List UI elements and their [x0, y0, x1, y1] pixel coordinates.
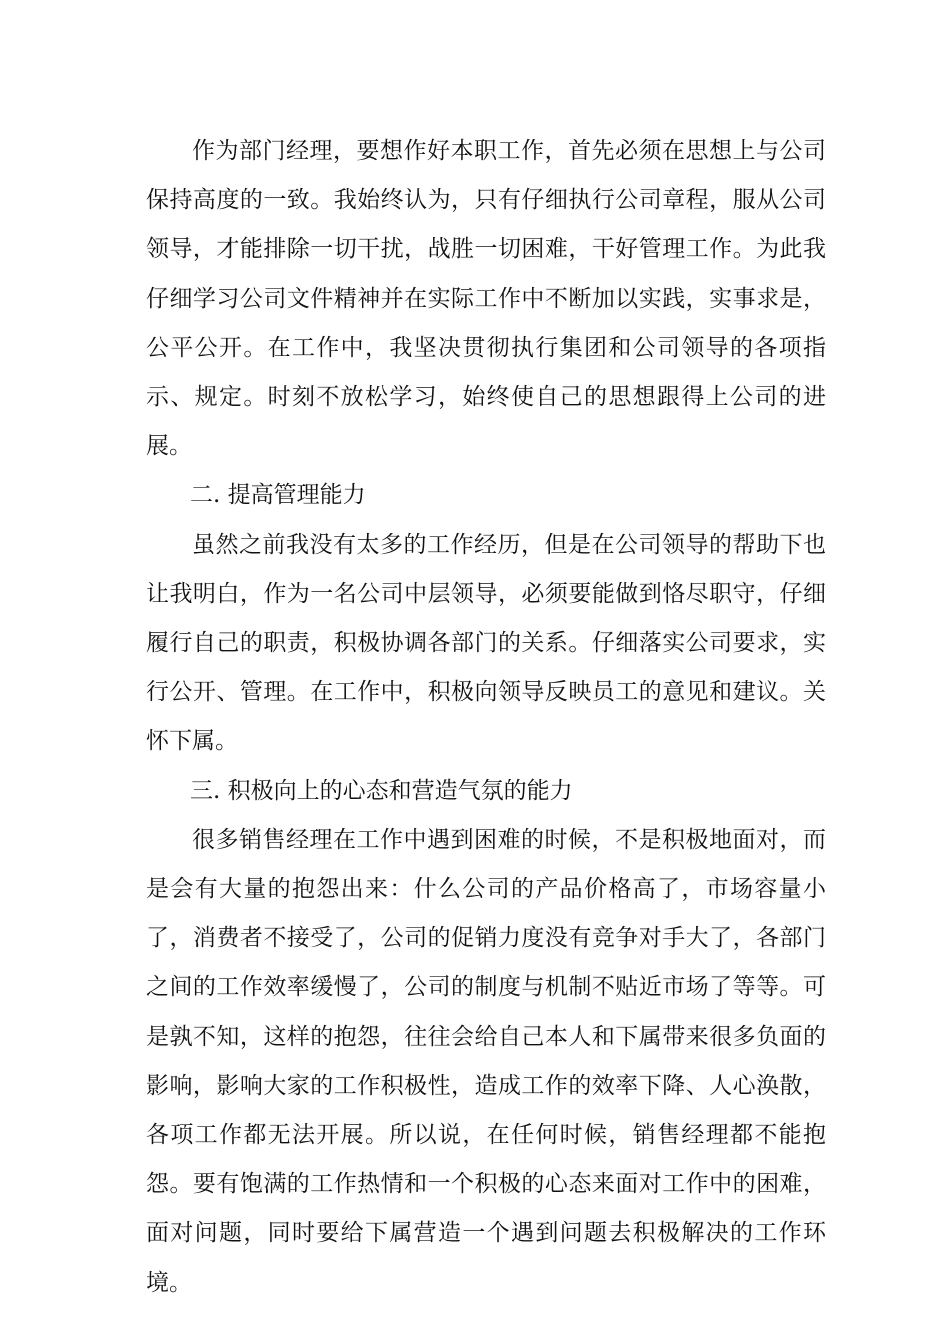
paragraph-attitude: 很多销售经理在工作中遇到困难的时候，不是积极地面对，而是会有大量的抱怨出来：什么公司的产品价格高了，市场容量小了，消费者不接受了，公司的促销力度没有竞争对手大了，各部门之间的工作效率缓慢了，公司的制度与机制不贴近市场了等等。可是孰不知，这样的抱怨，往往会给自己本人和下属带来很多负面的影响，影响大家的工作积极性，造成工作的效率下降、人心涣散，各项工作都无法开展。所以说，在任何时候，销售经理都不能抱怨。要有饱满的工作热情和一个积极的心态来面对工作中的困难，面对问题，同时要给下属营造一个遇到问题去积极解决的工作环境。: [146, 826, 826, 1296]
document-body: [146, 127, 826, 1308]
section-heading-attitude: 三. 积极向上的心态和营造气氛的能力: [190, 777, 573, 804]
paragraph-ideology: 作为部门经理，要想作好本职工作，首先必须在思想上与公司保持高度的一致。我始终认为，只有仔细执行公司章程，服从公司领导，才能排除一切干扰，战胜一切困难，干好管理工作。为此我仔细学习公司文件精神并在实际工作中不断加以实践，实事求是，公平公开。在工作中，我坚决贯彻执行集团和公司领导的各项指示、规定。时刻不放松学习，始终使自己的思想跟得上公司的进展。: [146, 138, 826, 460]
section-heading-management: 二. 提高管理能力: [190, 482, 366, 509]
paragraph-management: 虽然之前我没有太多的工作经历，但是在公司领导的帮助下也让我明白，作为一名公司中层领导，必须要能做到恪尽职守，仔细履行自己的职责，积极协调各部门的关系。仔细落实公司要求，实行公开、管理。在工作中，积极向领导反映员工的意见和建议。关怀下属。: [146, 531, 826, 755]
